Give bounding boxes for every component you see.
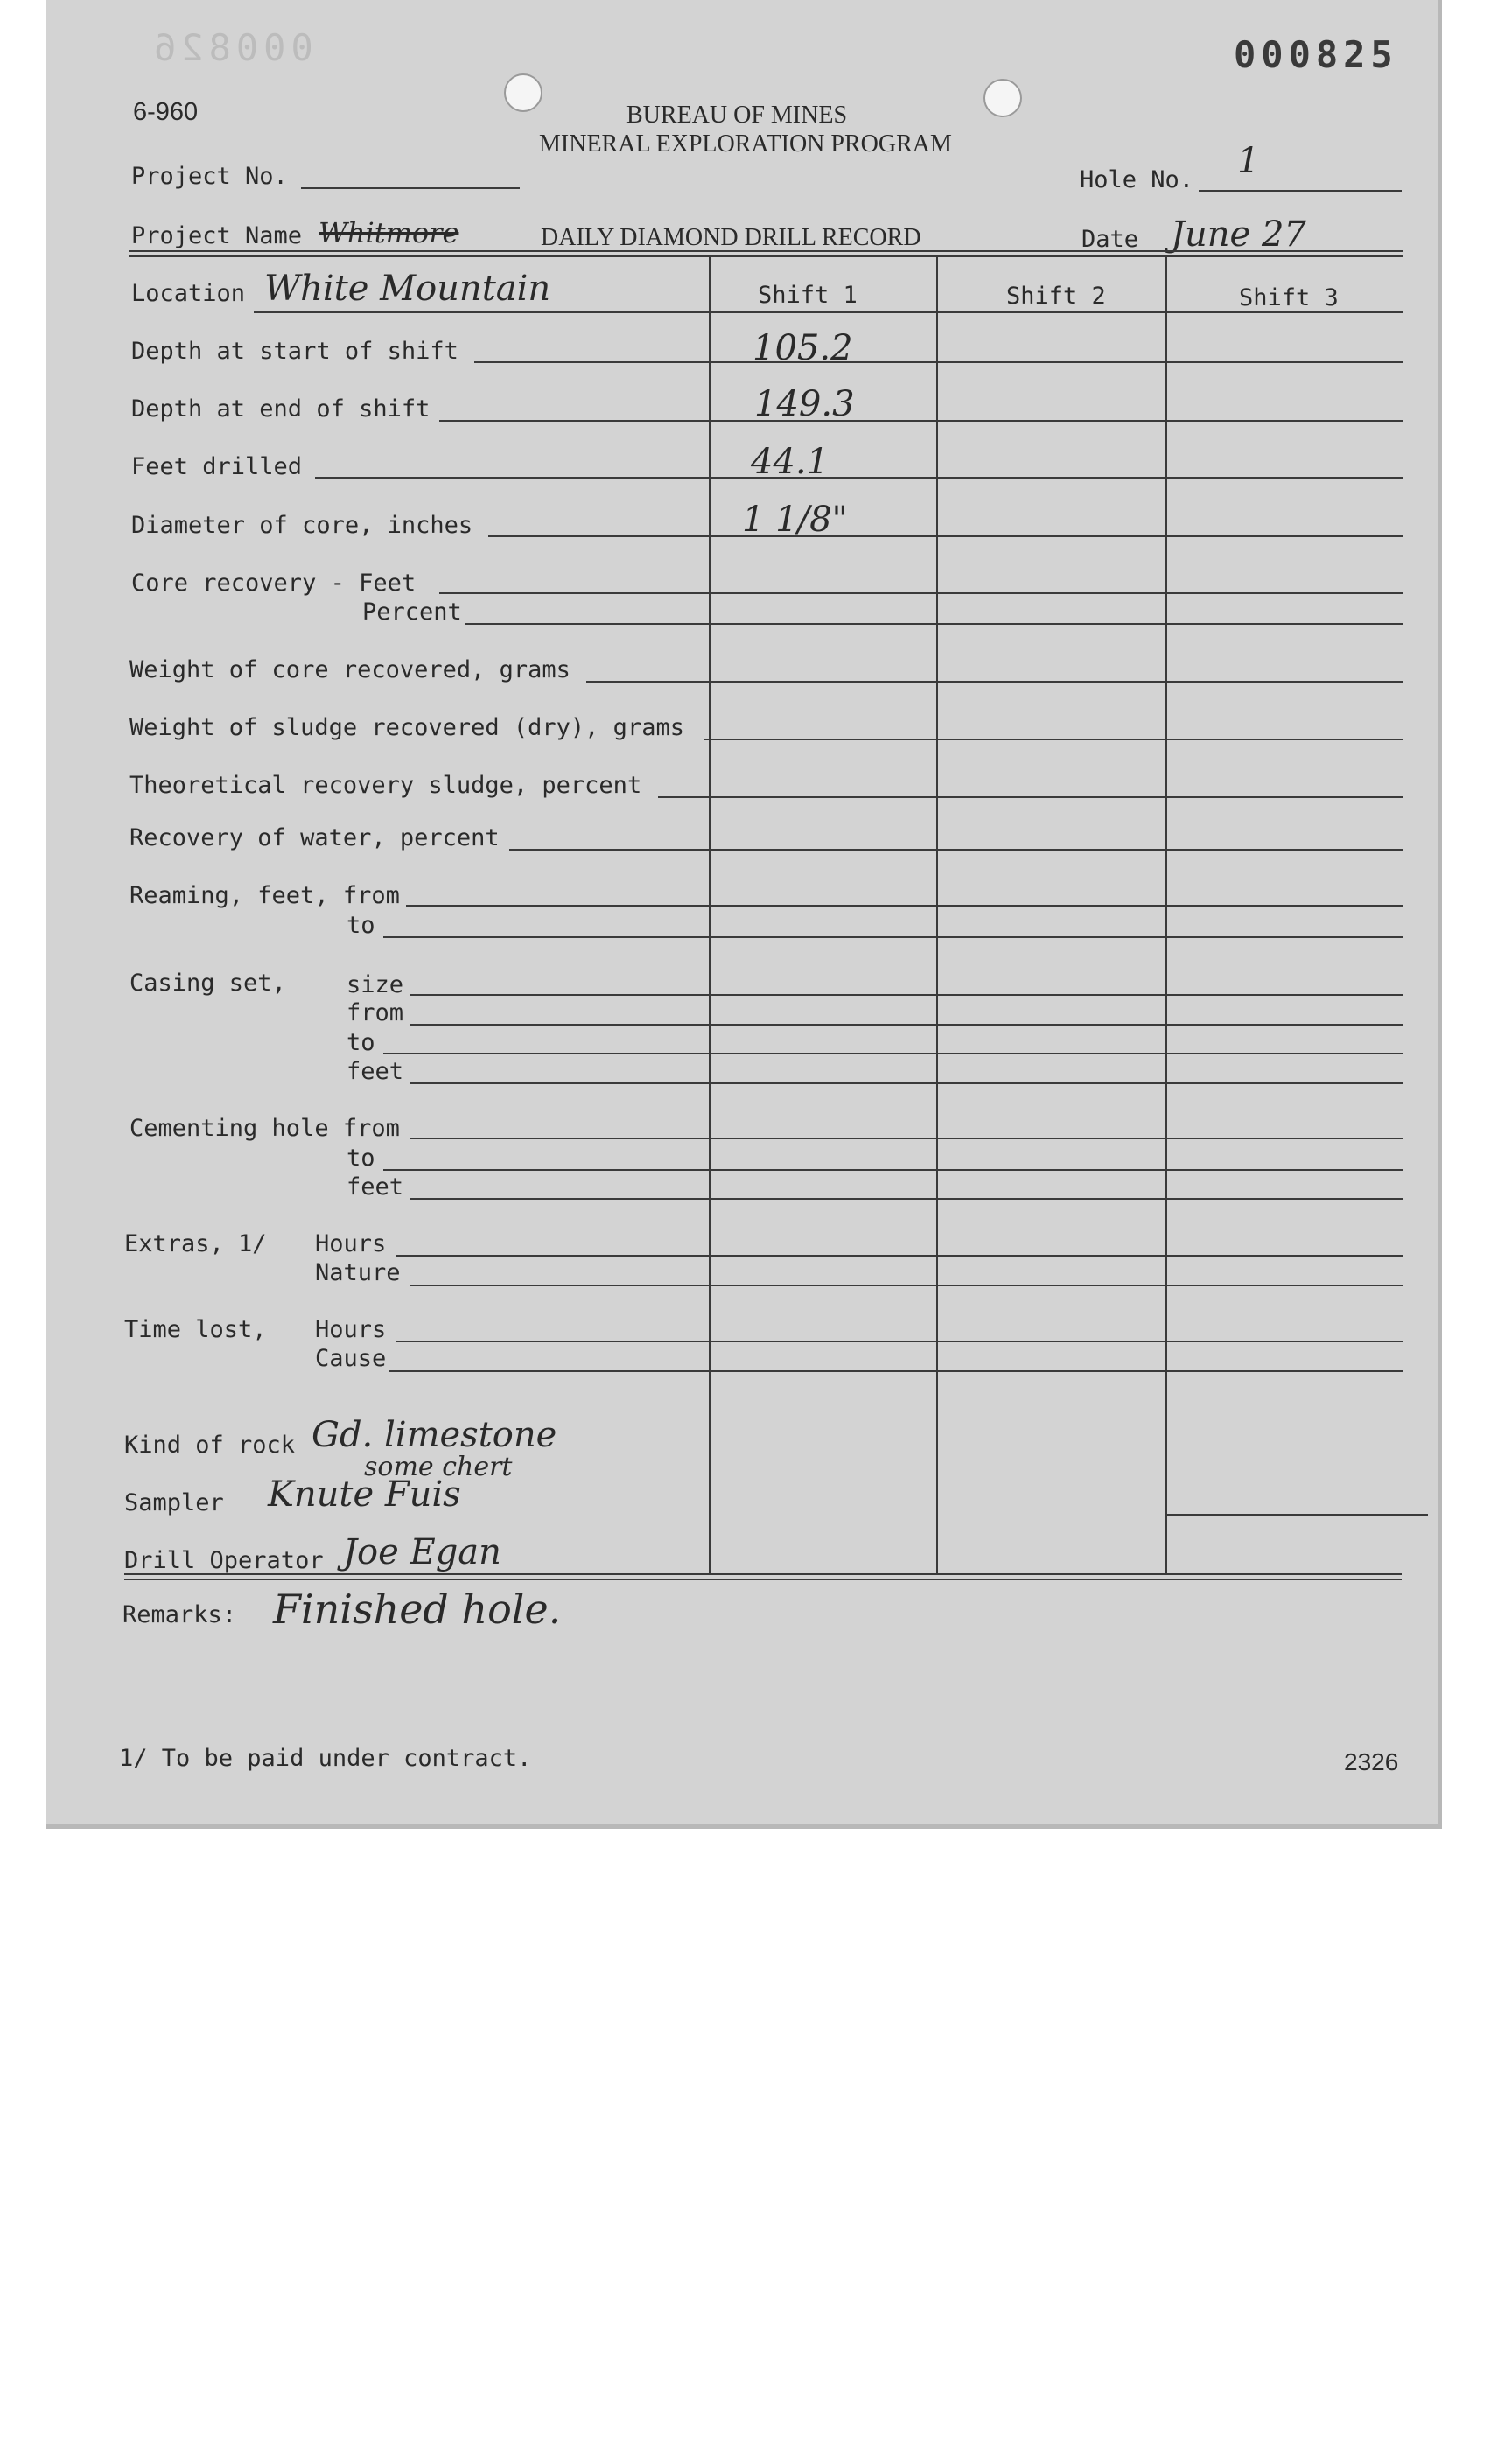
depth-start-line [474,361,1404,363]
diameter-label: Diameter of core, inches [131,512,473,539]
shift-3-header: Shift 3 [1239,284,1339,312]
time-lost-label: Time lost, [124,1316,267,1343]
header-rule-1 [130,250,1404,252]
location-line [254,312,712,313]
feet-drilled-line [315,477,1404,479]
location-value: White Mountain [264,269,551,309]
hole-no-label: Hole No. [1080,166,1194,193]
depth-start-value: 105.2 [752,328,853,368]
kind-of-rock-value: Gd. limestone [312,1415,557,1455]
casing-to-line [383,1053,1404,1054]
ghost-stamp: 000826 [149,26,313,69]
drill-operator-label: Drill Operator [124,1547,324,1574]
feet-drilled-label: Feet drilled [131,453,303,480]
punch-hole-left [504,74,542,112]
footnote: 1/ To be paid under contract. [119,1745,532,1772]
cementing-to-label: to [346,1144,375,1172]
reaming-to-line [383,936,1404,938]
grid-divider-2 [936,257,938,1573]
hole-no-line [1199,190,1402,192]
casing-feet-label: feet [346,1058,404,1085]
sampler-label: Sampler [124,1489,224,1516]
bottom-rule-2 [124,1578,1402,1580]
cementing-from-line [410,1138,1404,1139]
casing-to-label: to [346,1029,375,1056]
reaming-label: Reaming, feet, from [130,882,400,909]
reaming-from-line [406,905,1404,906]
depth-end-value: 149.3 [754,384,855,424]
shift-2-header: Shift 2 [1006,283,1106,310]
page-number: 2326 [1344,1748,1399,1775]
drill-operator-value: Joe Egan [343,1532,501,1572]
theoretical-line [658,796,1404,798]
depth-end-label: Depth at end of shift [131,396,430,423]
form-number: 6-960 [133,98,199,126]
casing-from-line [410,1024,1404,1026]
diameter-line [488,536,1404,537]
remarks-label: Remarks: [122,1601,237,1628]
cementing-label: Cementing hole from [130,1115,400,1142]
project-no-label: Project No. [131,163,288,190]
core-recovery-line [439,592,1404,594]
hole-no-value: 1 [1237,141,1260,181]
depth-start-label: Depth at start of shift [131,338,458,365]
bottom-rule-1 [124,1573,1402,1575]
date-value: June 27 [1171,214,1306,255]
stamp-number: 000825 [1234,33,1398,76]
percent-label: Percent [362,598,462,626]
percent-line [466,623,1404,625]
extras-hours-line [396,1255,1404,1256]
time-lost-hours-label: Hours [315,1316,387,1343]
remarks-value: Finished hole. [273,1586,562,1633]
diameter-value: 1 1/8" [742,500,848,540]
weight-sludge-line [704,738,1404,740]
header-rule-2 [130,256,1404,257]
extras-nature-label: Nature [315,1259,401,1286]
cementing-feet-line [410,1198,1404,1200]
grid-divider-3 [1166,257,1167,1573]
recovery-water-label: Recovery of water, percent [130,824,500,851]
reaming-to-label: to [346,912,375,939]
casing-feet-line [410,1082,1404,1084]
theoretical-label: Theoretical recovery sludge, percent [130,772,642,799]
extras-hours-label: Hours [315,1230,387,1257]
project-name-value: Whitmore [318,216,459,249]
core-recovery-label: Core recovery - Feet [131,570,416,597]
grid-divider-1 [709,257,710,1573]
weight-core-label: Weight of core recovered, grams [130,656,570,683]
date-label: Date [1082,226,1139,253]
feet-drilled-value: 44.1 [751,442,830,482]
agency-title: BUREAU OF MINES [626,102,848,129]
casing-size-line [410,994,1404,996]
shift-1-header: Shift 1 [758,282,858,309]
record-title: DAILY DIAMOND DRILL RECORD [541,224,921,251]
recovery-water-line [509,849,1404,850]
column-header-line [712,312,1404,313]
project-no-line [301,187,520,189]
kind-of-rock-label: Kind of rock [124,1432,296,1459]
punch-hole-right [984,79,1022,117]
cementing-to-line [383,1169,1404,1171]
casing-label: Casing set, [130,970,286,997]
drill-record-form [46,0,1442,1829]
time-lost-cause-label: Cause [315,1345,387,1372]
extras-nature-line [410,1284,1404,1286]
time-lost-hours-line [396,1340,1404,1342]
time-lost-cause-line [388,1370,1404,1372]
depth-end-line [439,420,1404,422]
program-title: MINERAL EXPLORATION PROGRAM [539,130,952,158]
extras-label: Extras, 1/ [124,1230,267,1257]
weight-core-line [586,681,1404,682]
casing-size-label: size [346,971,404,998]
location-label: Location [131,280,246,307]
sampler-line [1166,1514,1428,1516]
cementing-feet-label: feet [346,1173,404,1200]
kind-of-rock-note: some chert [364,1452,513,1482]
sampler-value: Knute Fuis [268,1474,461,1515]
project-name-label: Project Name [131,222,303,249]
casing-from-label: from [346,999,404,1026]
weight-sludge-label: Weight of sludge recovered (dry), grams [130,714,684,741]
